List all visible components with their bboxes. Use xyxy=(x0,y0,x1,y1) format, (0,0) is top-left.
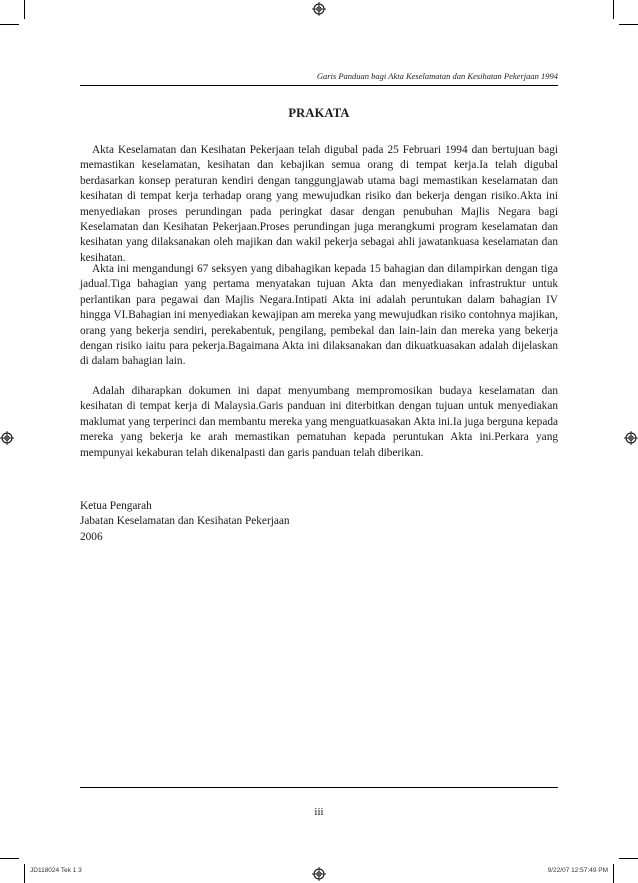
crop-mark-icon xyxy=(24,0,25,19)
paragraph-2: Akta ini mengandungi 67 seksyen yang dibahagikan kepada 15 bahagian dan dilampirkan dengan tiga jadual.Tiga bahagian yang pertama menyatakan tujuan Akta dan menyediakan infrastruktur untuk perlantikan para pegawai dan Majlis Negara.Intipati Akta ini adalah peruntukan dalam bahagian IV hingga VI.Bahagian ini menyediakan kewajipan am mereka yang mewujudkan risiko contohnya majikan, orang yang bekerja sendiri, perekabentuk, pengilang, pembekal dan lain-lain dan mereka yang bekerja dengan risiko iaitu para pekerja.Bagaimana Akta ini dilaksanakan dan dikuatkuasakan adalah dijelaskan di dalam bahagian lain. xyxy=(80,263,558,368)
crop-mark-icon xyxy=(0,24,19,25)
paragraph-3: Adalah diharapkan dokumen ini dapat menyumbang mempromosikan budaya keselamatan dan kesihatan di tempat kerja di Malaysia.Garis panduan ini diterbitkan dengan tujuan untuk menyediakan maklumat yang terperinci dan membantu mereka yang menguatkuasakan Akta ini.Ia juga berguna kepada mereka yang bekerja ke arah memastikan pematuhan kepada peruntukan Akta ini.Perkara yang mempunyai kekaburan telah dikenalpasti dan garis panduan telah diberikan. xyxy=(80,385,558,459)
crop-mark-icon xyxy=(619,24,638,25)
footer-rule xyxy=(80,787,558,788)
page-title: PRAKATA xyxy=(288,106,350,120)
print-slug-right: 9/22/07 12:57:49 PM xyxy=(547,867,608,874)
crop-mark-icon xyxy=(613,0,614,19)
registration-mark-icon xyxy=(624,431,638,445)
registration-mark-icon xyxy=(312,867,326,881)
crop-mark-icon xyxy=(619,858,638,859)
signature-department: Jabatan Keselamatan dan Kesihatan Pekerjaan xyxy=(80,515,290,528)
crop-mark-icon xyxy=(0,858,19,859)
paragraph-1: Akta Keselamatan dan Kesihatan Pekerjaan telah digubal pada 25 Februari 1994 dan bertujuan bagi memastikan keselamatan, kesihatan dan kebajikan semua orang di tempat kerja.Ia telah digubal berdasarkan konsep peraturan kendiri dengan tanggungjawab utama bagi memastikan keselamatan dan kesihatan di tempat kerja terhadap orang yang mewujudkan risiko dan bekerja dengan risiko.Akta ini menyediakan proses perundingan pada peringkat dasar dengan penubuhan Majlis Negara bagi Keselamatan dan Kesihatan Pekerjaan.Proses perundingan juga merangkumi program keselamatan dan kesihatan yang dilaksanakan oleh majikan dan wakil pekerja sebagai ahli jawatankuasa keselamatan dan kesihatan. xyxy=(80,144,558,264)
signature-title: Ketua Pengarah xyxy=(80,500,152,512)
header-rule xyxy=(80,85,558,86)
print-slug-left: JD118024 Tek 1 3 xyxy=(30,867,82,874)
registration-mark-icon xyxy=(0,431,14,445)
signature-year: 2006 xyxy=(80,530,103,543)
crop-mark-icon xyxy=(613,864,614,883)
registration-mark-icon xyxy=(312,2,326,16)
crop-mark-icon xyxy=(24,864,25,883)
page-number: iii xyxy=(314,806,324,818)
running-header: Garis Panduan bagi Akta Keselamatan dan Kesihatan Pekerjaan 1994 xyxy=(316,71,558,81)
signature-block xyxy=(80,499,558,545)
